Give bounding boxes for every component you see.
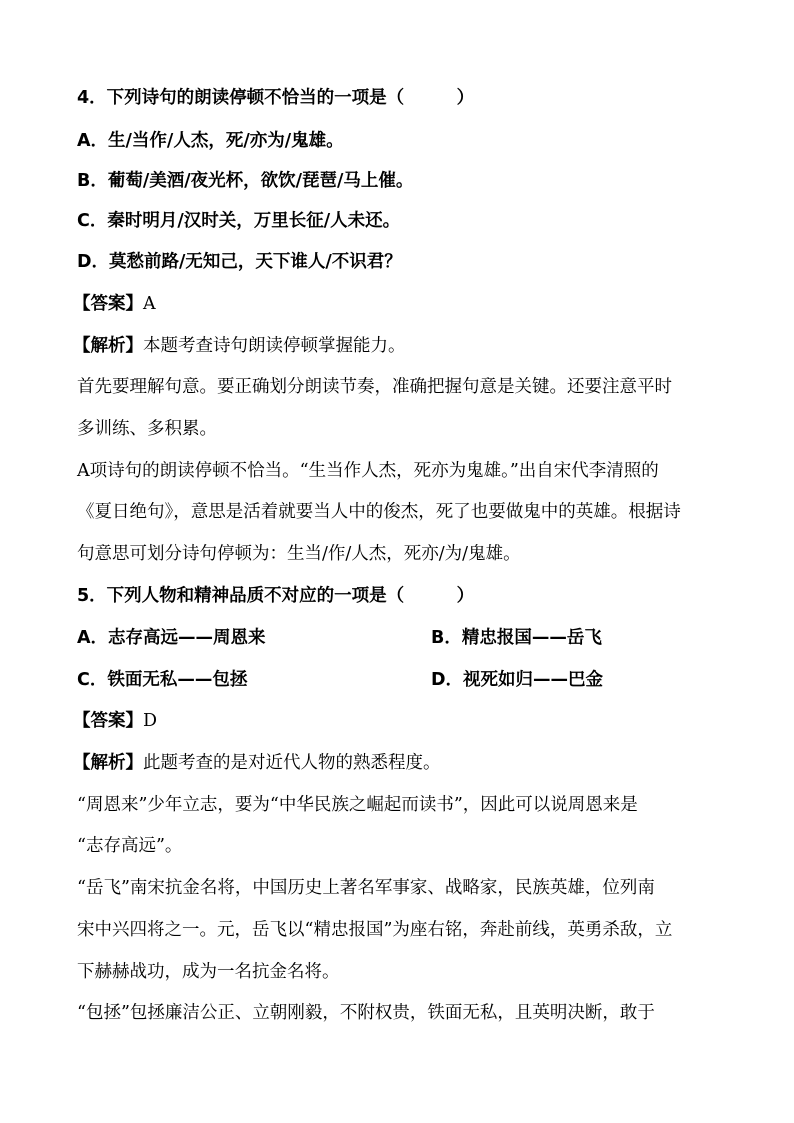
q5-analysis-head xyxy=(73,751,441,775)
analysis-label: 【解析】 xyxy=(73,753,143,773)
analysis-label: 【解析】 xyxy=(73,336,143,356)
q5-options-row-2 xyxy=(77,668,604,692)
q4-analysis-line: 《夏日绝句》，意思是活着就要当人中的俊杰，死了也要做鬼中的英雄。根据诗 xyxy=(77,502,681,522)
q5-option-c: C．铁面无私——包拯 xyxy=(77,670,248,690)
q5-option-a: A．志存高远——周恩来 xyxy=(77,628,266,648)
q4-option-c: C．秦时明月/汉时关，万里长征/人未还。 xyxy=(77,211,401,231)
q4-option-d: D．莫愁前路/无知己，天下谁人/不识君？ xyxy=(77,252,402,272)
q5-options-row-1 xyxy=(77,626,602,650)
analysis-text: 本题考查诗句朗读停顿掌握能力。 xyxy=(143,336,406,356)
q5-analysis-line: “周恩来”少年立志，要为“中华民族之崛起而读书”，因此可以说周恩来是 xyxy=(77,795,638,815)
q4-analysis-line: 句意思可划分诗句停顿为：生当/作/人杰，死亦/为/鬼雄。 xyxy=(77,544,521,564)
q4-option-a: A．生/当作/人杰，死/亦为/鬼雄。 xyxy=(77,131,344,151)
answer-value: A xyxy=(143,294,156,314)
q5-analysis-line: “志存高远”。 xyxy=(77,836,183,856)
q4-analysis-line: A项诗句的朗读停顿不恰当。“生当作人杰，死亦为鬼雄。”出自宋代李清照的 xyxy=(77,461,659,481)
question-4-stem: 4．下列诗句的朗读停顿不恰当的一项是（ ） xyxy=(77,88,475,108)
question-5-stem: 5．下列人物和精神品质不对应的一项是（ ） xyxy=(77,586,475,606)
analysis-text: 此题考查的是对近代人物的熟悉程度。 xyxy=(143,753,441,773)
q5-answer xyxy=(73,709,157,733)
answer-value: D xyxy=(143,711,158,731)
q4-analysis-head xyxy=(73,334,406,358)
q5-option-d: D．视死如归——巴金 xyxy=(431,670,604,690)
q4-answer xyxy=(73,292,156,316)
q4-option-b: B．葡萄/美酒/夜光杯，欲饮/琵琶/马上催。 xyxy=(77,171,414,191)
answer-label: 【答案】 xyxy=(73,294,143,314)
q4-analysis-line: 多训练、多积累。 xyxy=(77,419,217,439)
q5-analysis-line: “包拯”包拯廉洁公正、立朝刚毅，不附权贵，铁面无私，且英明决断，敢于 xyxy=(77,1003,655,1023)
q5-option-b: B．精忠报国——岳飞 xyxy=(431,628,602,648)
q4-analysis-line: 首先要理解句意。要正确划分朗读节奏，准确把握句意是关键。还要注意平时 xyxy=(77,377,672,397)
q5-analysis-line: 下赫赫战功，成为一名抗金名将。 xyxy=(77,962,340,982)
q5-analysis-line: “岳飞”南宋抗金名将，中国历史上著名军事家、战略家，民族英雄，位列南 xyxy=(77,878,655,898)
q5-analysis-line: 宋中兴四将之一。元，岳飞以“精忠报国”为座右铭，奔赴前线，英勇杀敌，立 xyxy=(77,920,673,940)
answer-label: 【答案】 xyxy=(73,711,143,731)
